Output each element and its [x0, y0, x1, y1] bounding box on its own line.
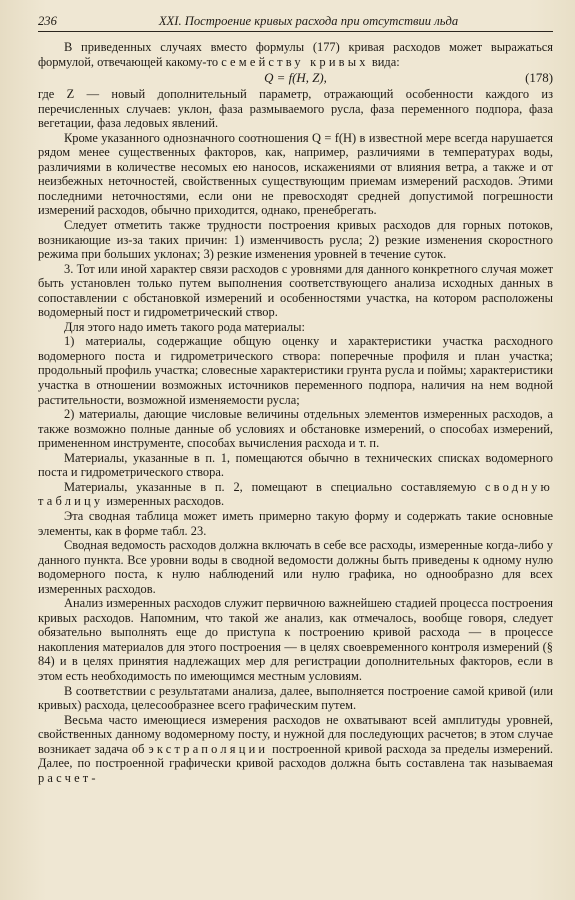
text-run: Материалы, указанные в п. 2, помещают в специально составляемую: [64, 479, 485, 494]
running-title: XXI. Построение кривых расхода при отсутствии льда: [158, 14, 459, 28]
text-run: Сводная ведомость расходов должна включать в себе все расходы, измеренные когда-либо у данного пункта. Все уровни воды в сводной ведомости должны быть приведены к одному нулю водомерного поста, к нулю наблюдений или нулю графика, но однообразно для всех измеренных расходов.: [38, 538, 553, 596]
spaced-emphasis-text: расчет-: [38, 770, 99, 785]
paragraph-p14: [38, 684, 553, 713]
text-run: измеренных расходов.: [103, 494, 225, 509]
page-header: [38, 14, 553, 32]
text-run: Следует отметить также трудности построения кривых расходов для горных потоков, возникающие из-за таких причин: 1) изменчивость русла; 2) резкие изменения скоростного режима при больших уклонах; 3) резкие изменения уровней в течение суток.: [38, 218, 553, 262]
formula-number: (178): [525, 71, 553, 86]
formula-expression: Q = f(H, Z),: [264, 71, 327, 86]
paragraph-p11: [38, 509, 553, 538]
text-run: В приведенных случаях вместо формулы (177) кривая расходов может выражаться формулой, отвечающей какому-то: [38, 40, 553, 69]
text-run: Весьма часто имеющиеся измерения расходов не охватывают всей амплитуды уровней, свойственных данному водомерному посту, и нужной для последующих расчетов; в этом случае возникает задача об: [38, 712, 553, 756]
paragraph-p2: [38, 87, 553, 131]
paragraph-p13: [38, 596, 553, 683]
text-run: Для этого надо иметь такого рода материалы:: [64, 319, 305, 334]
text-run: построенной кривой расхода за пределы измерений. Далее, по построенной графически кривой расходов должна быть составлена так называемая: [38, 741, 553, 771]
text-run: Материалы, указанные в п. 1, помещаются обычно в технических списках водомерного поста и гидрометрического створа.: [38, 450, 553, 480]
text-run: Эта сводная таблица может иметь примерно такую форму и содержать такие основные элементы, как в форме табл. 23.: [38, 508, 553, 538]
text-run: Анализ измеренных расходов служит первичною важнейшею стадией процесса построения кривых расходов. Напомним, что такой же анализ, как отмечалось, вообще говоря, следует обязательно выполнять еще до приступа к построению кривой расхода — в процессе накопления материалов для этого построения — в целях своевременного контроля измерений (§ 84) и в целях принятия надлежащих мер для регистрации дополнительных факторов, если в этом есть необходимость по имеющимся местным условиям.: [38, 596, 553, 683]
text-run: Кроме указанного однозначного соотношения Q = f(H) в известной мере всегда нарушается рядом менее существенных факторов, как, например, различиями в температурах воды, различиями в количестве несомых ею наносов, искажениями от влияния ветра, а также и от неизбежных неточностей, свойственных существующим приемам измерений расходов. Этими последними неточностями, если они не превосходят средней допустимой погрешности измерений расходов, обычно приходится, однако, пренебрегать.: [38, 130, 553, 218]
text-run: В соответствии с результатами анализа, далее, выполняется построение самой кривой (или кривых) расхода, целесообразнее всего графическим путем.: [38, 683, 553, 713]
text-run: 1) материалы, содержащие общую оценку и характеристики участка расходного водомерного поста и гидрометрического створа: поперечные профиля и план участка; продольный профиль участка; словесные характеристики грунта русла и поймы; характеристики участка в отношении возможных источников переменного подпора, наличия на нем водной растительности, возможной изменяемости русла;: [38, 334, 553, 407]
text-run: где Z — новый дополнительный параметр, отражающий особенности каждого из перечисленных случаев: уклон, фаза размываемого русла, фаза переменного подпора, фаза вегетации, фаза ледовых явлений.: [38, 87, 553, 131]
spaced-emphasis-text: семейству кривых: [221, 54, 369, 69]
text-run: 2) материалы, дающие числовые величины отдельных элементов измеренных расходов, а также возможно полные данные об условиях и обстановке измерений, о способах измерений, примененном инструменте, способах вычисления расхода и т. п.: [38, 407, 553, 451]
paragraph-p4: [38, 218, 553, 262]
page-number: 236: [38, 14, 57, 28]
spaced-emphasis-text: сводную таблицу: [38, 479, 553, 509]
paragraph-p6: [38, 320, 553, 335]
paragraph-p12: [38, 538, 553, 596]
paragraph-p3: [38, 131, 553, 218]
formula-178: [38, 69, 553, 87]
paragraph-p10: [38, 480, 553, 509]
paragraph-p1: [38, 40, 553, 69]
spaced-emphasis-text: экстраполяции: [148, 741, 269, 756]
paragraph-p5: [38, 262, 553, 320]
text-run: 3. Тот или иной характер связи расходов с уровнями для данного конкретного случая может быть установлен только путем выполнения соответствующего анализа исходных данных в сопоставлении с обстановкой измерений и особенностями участка, на котором расположены водомерный пост и гидрометрический створ.: [38, 261, 553, 320]
page-body: [38, 40, 553, 785]
paragraph-p9: [38, 451, 553, 480]
text-run: вида:: [368, 54, 400, 69]
paragraph-p15: [38, 713, 553, 786]
paragraph-p7: [38, 334, 553, 407]
paragraph-p8: [38, 407, 553, 451]
